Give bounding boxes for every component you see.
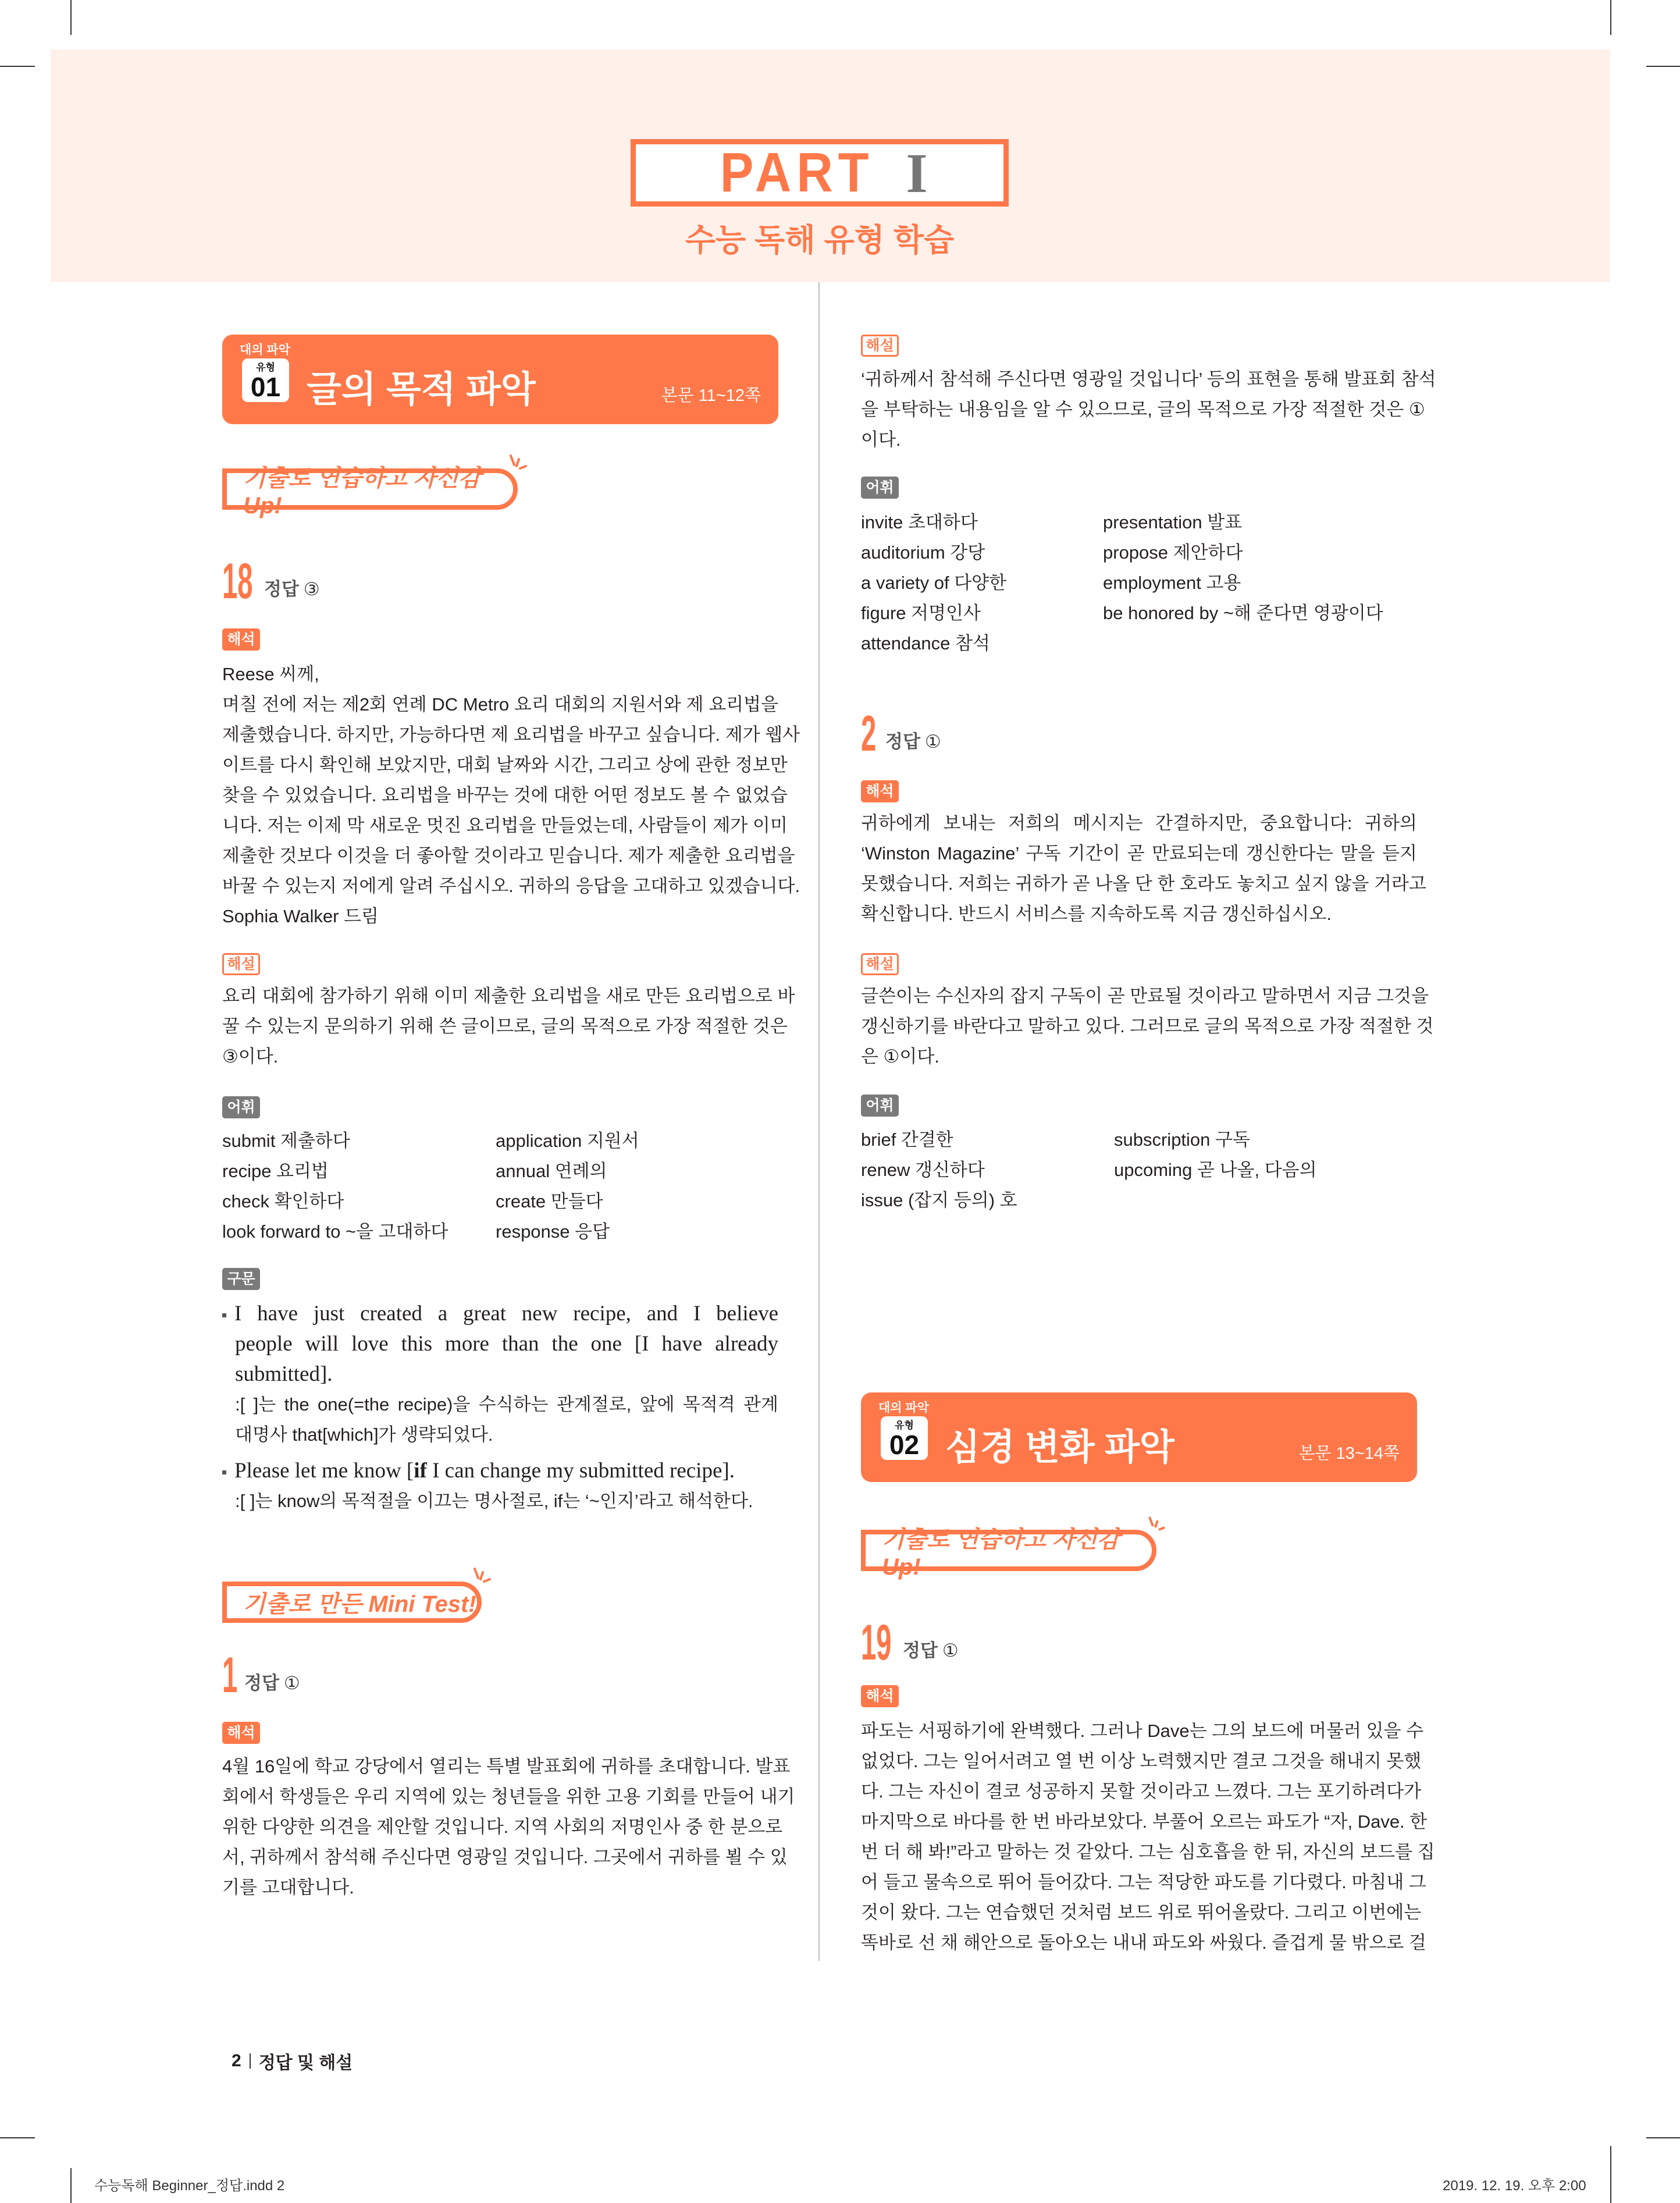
vocab-item: be honored by ~해 준다면 영광이다 bbox=[1103, 603, 1383, 623]
text-line: 꿀 수 있는지 문의하기 위해 쓴 글이므로, 글의 목적으로 가장 적절한 것은 bbox=[222, 1016, 788, 1036]
text-line: 다. 그는 자신이 결코 성공하지 못할 것이라고 느꼈다. 그는 포기하려다가 bbox=[861, 1781, 1422, 1802]
syntax-sentence-line: I have just created a great new recipe, and I believe bbox=[222, 1299, 778, 1329]
text-line: 니다. 저는 이제 막 새로운 멋진 요리법을 만들었는데, 사람들이 제가 이미 bbox=[222, 815, 788, 836]
question-header-19 bbox=[861, 1615, 959, 1671]
text-line: Sophia Walker 드림 bbox=[222, 906, 379, 926]
page-footer bbox=[232, 2048, 353, 2074]
answer-value: ① bbox=[283, 1673, 300, 1693]
practice-badge-label: 기출로 연습하고 자신감 Up! bbox=[243, 465, 481, 518]
explanation-text bbox=[861, 364, 1436, 455]
footer-separator bbox=[250, 2053, 251, 2069]
syntax-sentence-line: Please let me know [if I can change my submitted recipe]. bbox=[222, 1456, 778, 1486]
slug-datetime: 2019. 12. 19. 오후 2:00 bbox=[1443, 2178, 1586, 2194]
question-number: 19 bbox=[861, 1615, 892, 1671]
vocab-item: brief 간결한 bbox=[861, 1129, 953, 1150]
type-banner-02 bbox=[861, 1392, 1417, 1482]
syntax-note-line: :[ ]는 the one(=the recipe)을 수식하는 관계절로, 앞에 목적격 관계 bbox=[235, 1394, 778, 1415]
sparkle-icon bbox=[469, 1566, 492, 1590]
type-banner-01 bbox=[222, 335, 778, 424]
text-line: 은 ①이다. bbox=[861, 1046, 939, 1067]
type-number: 01 bbox=[250, 372, 281, 402]
text-line: 똑바로 선 채 해안으로 돌아오는 내내 파도와 싸웠다. 즐겁게 물 밖으로 걸 bbox=[861, 1932, 1426, 1953]
vocabulary-list bbox=[861, 507, 1417, 659]
banner-title: 심경 변화 파악 bbox=[945, 1427, 1174, 1468]
vocab-item: check 확인하다 bbox=[222, 1191, 344, 1211]
crop-mark bbox=[70, 0, 72, 35]
translation-text bbox=[222, 659, 800, 932]
page-number: 2 bbox=[232, 2051, 241, 2070]
vocab-row bbox=[222, 1156, 778, 1186]
text-line: 갱신하기를 바란다고 말하고 있다. 그러므로 글의 목적으로 가장 적절한 것 bbox=[861, 1016, 1434, 1036]
vocab-row bbox=[222, 1186, 778, 1217]
vocab-row bbox=[222, 1126, 778, 1156]
vocab-item: annual 연례의 bbox=[496, 1161, 607, 1181]
text-line: 글쓴이는 수신자의 잡지 구독이 곧 만료될 것이라고 말하면서 지금 그것을 bbox=[861, 986, 1429, 1006]
text-line: 며칠 전에 저는 제2회 연례 DC Metro 요리 대회의 지원서와 제 요리법을 bbox=[222, 694, 778, 715]
bullet-icon bbox=[222, 1470, 226, 1474]
part-subtitle: 수능 독해 유형 학습 bbox=[685, 223, 955, 258]
text-line: 마지막으로 바다를 한 번 바라보았다. 부풀어 오르는 파도가 “자, Dave. 한 bbox=[861, 1811, 1428, 1832]
text-line: 없었다. 그는 일어서려고 열 번 이상 노력했지만 결코 그것을 해내지 못했 bbox=[861, 1751, 1422, 1771]
translation-text bbox=[861, 1716, 1435, 1958]
text-line: 을 부탁하는 내용임을 알 수 있으므로, 글의 목적으로 가장 적절한 것은 ① bbox=[861, 399, 1425, 420]
vocab-item: recipe 요리법 bbox=[222, 1161, 329, 1181]
explanation-text bbox=[861, 981, 1434, 1072]
vocab-item: invite 초대하다 bbox=[861, 512, 978, 532]
vocab-item: look forward to ~을 고대하다 bbox=[222, 1221, 449, 1242]
crop-mark bbox=[0, 2137, 35, 2138]
answer-value: ① bbox=[942, 1640, 959, 1661]
mini-test-badge bbox=[222, 1582, 482, 1623]
crop-mark bbox=[0, 66, 35, 67]
banner-pages: 본문 11~12쪽 bbox=[661, 386, 761, 405]
text-line: 제출한 것보다 이것을 더 좋아할 것이라고 믿습니다. 제가 제출한 요리법을 bbox=[222, 845, 795, 866]
syntax-note-line: :[ ]는 know의 목적절을 이끄는 명사절로, if는 ‘~인지’라고 해석한다. bbox=[235, 1491, 753, 1511]
vocab-row bbox=[861, 538, 1417, 568]
tag-translation: 해석 bbox=[861, 780, 899, 802]
banner-category: 대의 파악 bbox=[878, 1401, 929, 1415]
vocab-row bbox=[861, 1185, 1417, 1216]
answer-value: ① bbox=[924, 731, 941, 752]
slug-filename: 수능독해 Beginner_정답.indd 2 bbox=[94, 2178, 285, 2194]
answer-label: 정답 bbox=[264, 579, 299, 599]
type-number-box bbox=[881, 1416, 928, 1460]
tag-vocabulary: 어휘 bbox=[861, 1095, 899, 1117]
translation-text bbox=[861, 808, 1426, 929]
tag-syntax: 구문 bbox=[222, 1268, 260, 1290]
text-line: ③이다. bbox=[222, 1046, 279, 1067]
text-line: 바꿀 수 있는지 저에게 알려 주십시오. 귀하의 응답을 고대하고 있겠습니다. bbox=[222, 876, 800, 896]
vocab-row bbox=[861, 568, 1417, 598]
question-header-1 bbox=[222, 1647, 300, 1703]
text-line: 귀하에게 보내는 저희의 메시지는 간결하지만, 중요합니다: 귀하의 bbox=[861, 813, 1417, 833]
crop-mark bbox=[1610, 0, 1611, 35]
vocab-item: figure 저명인사 bbox=[861, 603, 981, 623]
mini-test-badge-label: 기출로 만든 Mini Test! bbox=[243, 1591, 476, 1617]
tag-explanation: 해설 bbox=[861, 335, 899, 357]
question-header-2 bbox=[861, 706, 941, 762]
text-line: 확신합니다. 반드시 서비스를 지속하도록 지금 갱신하십시오. bbox=[861, 904, 1332, 924]
text-line: 위한 다양한 의견을 제안할 것입니다. 지역 사회의 저명인사 중 한 분으로 bbox=[222, 1817, 783, 1837]
text-line: 기를 고대합니다. bbox=[222, 1877, 354, 1898]
sparkle-icon bbox=[505, 453, 528, 477]
answer-value: ③ bbox=[303, 579, 320, 599]
text-line: 것이 왔다. 그는 연습했던 것처럼 보드 위로 뛰어올랐다. 그리고 이번에는 bbox=[861, 1902, 1422, 1923]
vocab-row bbox=[861, 1155, 1417, 1185]
tag-explanation: 해설 bbox=[222, 953, 260, 975]
vocab-row bbox=[222, 1217, 778, 1247]
vocab-item: presentation 발표 bbox=[1103, 512, 1243, 532]
type-number-box bbox=[242, 358, 289, 402]
practice-badge-label: 기출로 연습하고 자신감 Up! bbox=[882, 1526, 1120, 1580]
type-number: 02 bbox=[889, 1430, 920, 1460]
footer-section: 정답 및 해설 bbox=[258, 2053, 353, 2073]
practice-badge bbox=[861, 1526, 1156, 1580]
text-line: 이다. bbox=[861, 429, 901, 450]
part-number: I bbox=[906, 141, 928, 204]
answer-label: 정답 bbox=[885, 731, 920, 752]
vocab-item: renew 갱신하다 bbox=[861, 1160, 985, 1180]
syntax-notes bbox=[222, 1299, 778, 1516]
vocab-item: create 만들다 bbox=[496, 1191, 603, 1211]
part-word: PART bbox=[720, 141, 874, 204]
banner-pages: 본문 13~14쪽 bbox=[1298, 1444, 1400, 1463]
text-line: ‘귀하께서 참석해 주신다면 영광일 것입니다’ 등의 표현을 통해 발표회 참석 bbox=[861, 369, 1436, 389]
vocab-row bbox=[861, 628, 1417, 659]
tag-vocabulary: 어휘 bbox=[861, 477, 899, 499]
type-label: 유형 bbox=[256, 362, 275, 373]
question-number: 1 bbox=[222, 1647, 238, 1703]
question-number: 18 bbox=[222, 553, 253, 609]
banner-title: 글의 목적 파악 bbox=[307, 369, 536, 410]
vocab-item: attendance 참석 bbox=[861, 633, 990, 653]
vocab-item: issue (잡지 등의) 호 bbox=[861, 1190, 1017, 1210]
syntax-sentence-line: submitted]. bbox=[235, 1362, 333, 1386]
crop-mark bbox=[1610, 2146, 1611, 2203]
question-number: 2 bbox=[861, 706, 877, 762]
crop-mark bbox=[70, 2168, 72, 2203]
vocab-item: propose 제안하다 bbox=[1103, 542, 1243, 563]
banner-category: 대의 파악 bbox=[240, 343, 290, 357]
syntax-note-line: 대명사 that[which]가 생략되었다. bbox=[235, 1424, 493, 1445]
practice-badge bbox=[222, 465, 518, 518]
vocabulary-list bbox=[861, 1125, 1417, 1216]
explanation-text bbox=[222, 981, 795, 1072]
bullet-icon bbox=[222, 1313, 226, 1317]
crop-mark bbox=[1646, 2137, 1680, 2138]
text-line: 찾을 수 있었습니다. 요리법을 바꾸는 것에 대한 어떤 정보도 볼 수 없었습 bbox=[222, 785, 788, 805]
vocab-item: upcoming 곧 나올, 다음의 bbox=[1114, 1160, 1317, 1180]
text-line: 이트를 다시 확인해 보았지만, 대회 날짜와 시간, 그리고 상에 관한 정보만 bbox=[222, 755, 788, 775]
tag-vocabulary: 어휘 bbox=[222, 1096, 260, 1118]
text-line: 요리 대회에 참가하기 위해 이미 제출한 요리법을 새로 만든 요리법으로 바 bbox=[222, 986, 795, 1006]
vocab-item: auditorium 강당 bbox=[861, 542, 985, 563]
vocab-item: subscription 구독 bbox=[1114, 1129, 1250, 1150]
answer-label: 정답 bbox=[244, 1673, 279, 1693]
text-line: 제출했습니다. 하지만, 가능하다면 제 요리법을 바꾸고 싶습니다. 제가 웹사 bbox=[222, 724, 800, 745]
tag-translation: 해석 bbox=[222, 1722, 260, 1744]
sparkle-icon bbox=[1144, 1515, 1167, 1538]
text-line: 파도는 서핑하기에 완벽했다. 그러나 Dave는 그의 보드에 머물러 있을 수 bbox=[861, 1721, 1424, 1741]
text-line: 서, 귀하께서 참석해 주신다면 영광일 것입니다. 그곳에서 귀하를 뵐 수 있 bbox=[222, 1847, 788, 1867]
syntax-sentence-line: people will love this more than the one [I have already bbox=[235, 1332, 778, 1356]
text-line: 못했습니다. 저희는 귀하가 곧 나올 단 한 호라도 놓치고 싶지 않을 거라고 bbox=[861, 873, 1426, 894]
answer-label: 정답 bbox=[903, 1640, 938, 1661]
vocab-item: a variety of 다양한 bbox=[861, 573, 1007, 593]
tag-explanation: 해설 bbox=[861, 953, 899, 975]
vocab-row bbox=[861, 598, 1417, 628]
vocab-item: submit 제출하다 bbox=[222, 1131, 350, 1151]
vocab-item: response 응답 bbox=[496, 1221, 610, 1242]
tag-translation: 해석 bbox=[222, 628, 260, 651]
text-line: ‘Winston Magazine’ 구독 기간이 곧 만료되는데 갱신한다는 말을 듣지 bbox=[861, 843, 1417, 864]
vocab-row bbox=[861, 507, 1417, 538]
text-line: 번 더 해 봐!”라고 말하는 것 같았다. 그는 심호흡을 한 뒤, 자신의 보드를 집 bbox=[861, 1842, 1435, 1862]
type-label: 유형 bbox=[895, 1420, 914, 1431]
column-divider bbox=[818, 282, 820, 1961]
part-title-box bbox=[631, 139, 1009, 207]
vocab-item: employment 고용 bbox=[1103, 573, 1241, 593]
text-line: 어 들고 물속으로 뛰어 들어갔다. 그는 적당한 파도를 기다렸다. 마침내 그 bbox=[861, 1872, 1426, 1892]
tag-translation: 해석 bbox=[861, 1685, 899, 1707]
vocabulary-list bbox=[222, 1126, 778, 1247]
vocab-row bbox=[861, 1125, 1417, 1155]
text-line: Reese 씨께, bbox=[222, 664, 319, 684]
crop-mark bbox=[1646, 66, 1680, 67]
text-line: 4월 16일에 학교 강당에서 열리는 특별 발표회에 귀하를 초대합니다. 발표 bbox=[222, 1756, 791, 1776]
translation-text bbox=[222, 1751, 795, 1903]
vocab-item: application 지원서 bbox=[496, 1131, 639, 1151]
text-line: 회에서 학생들은 우리 지역에 있는 청년들을 위한 고용 기회를 만들어 내기 bbox=[222, 1786, 795, 1807]
question-header-18 bbox=[222, 553, 320, 609]
